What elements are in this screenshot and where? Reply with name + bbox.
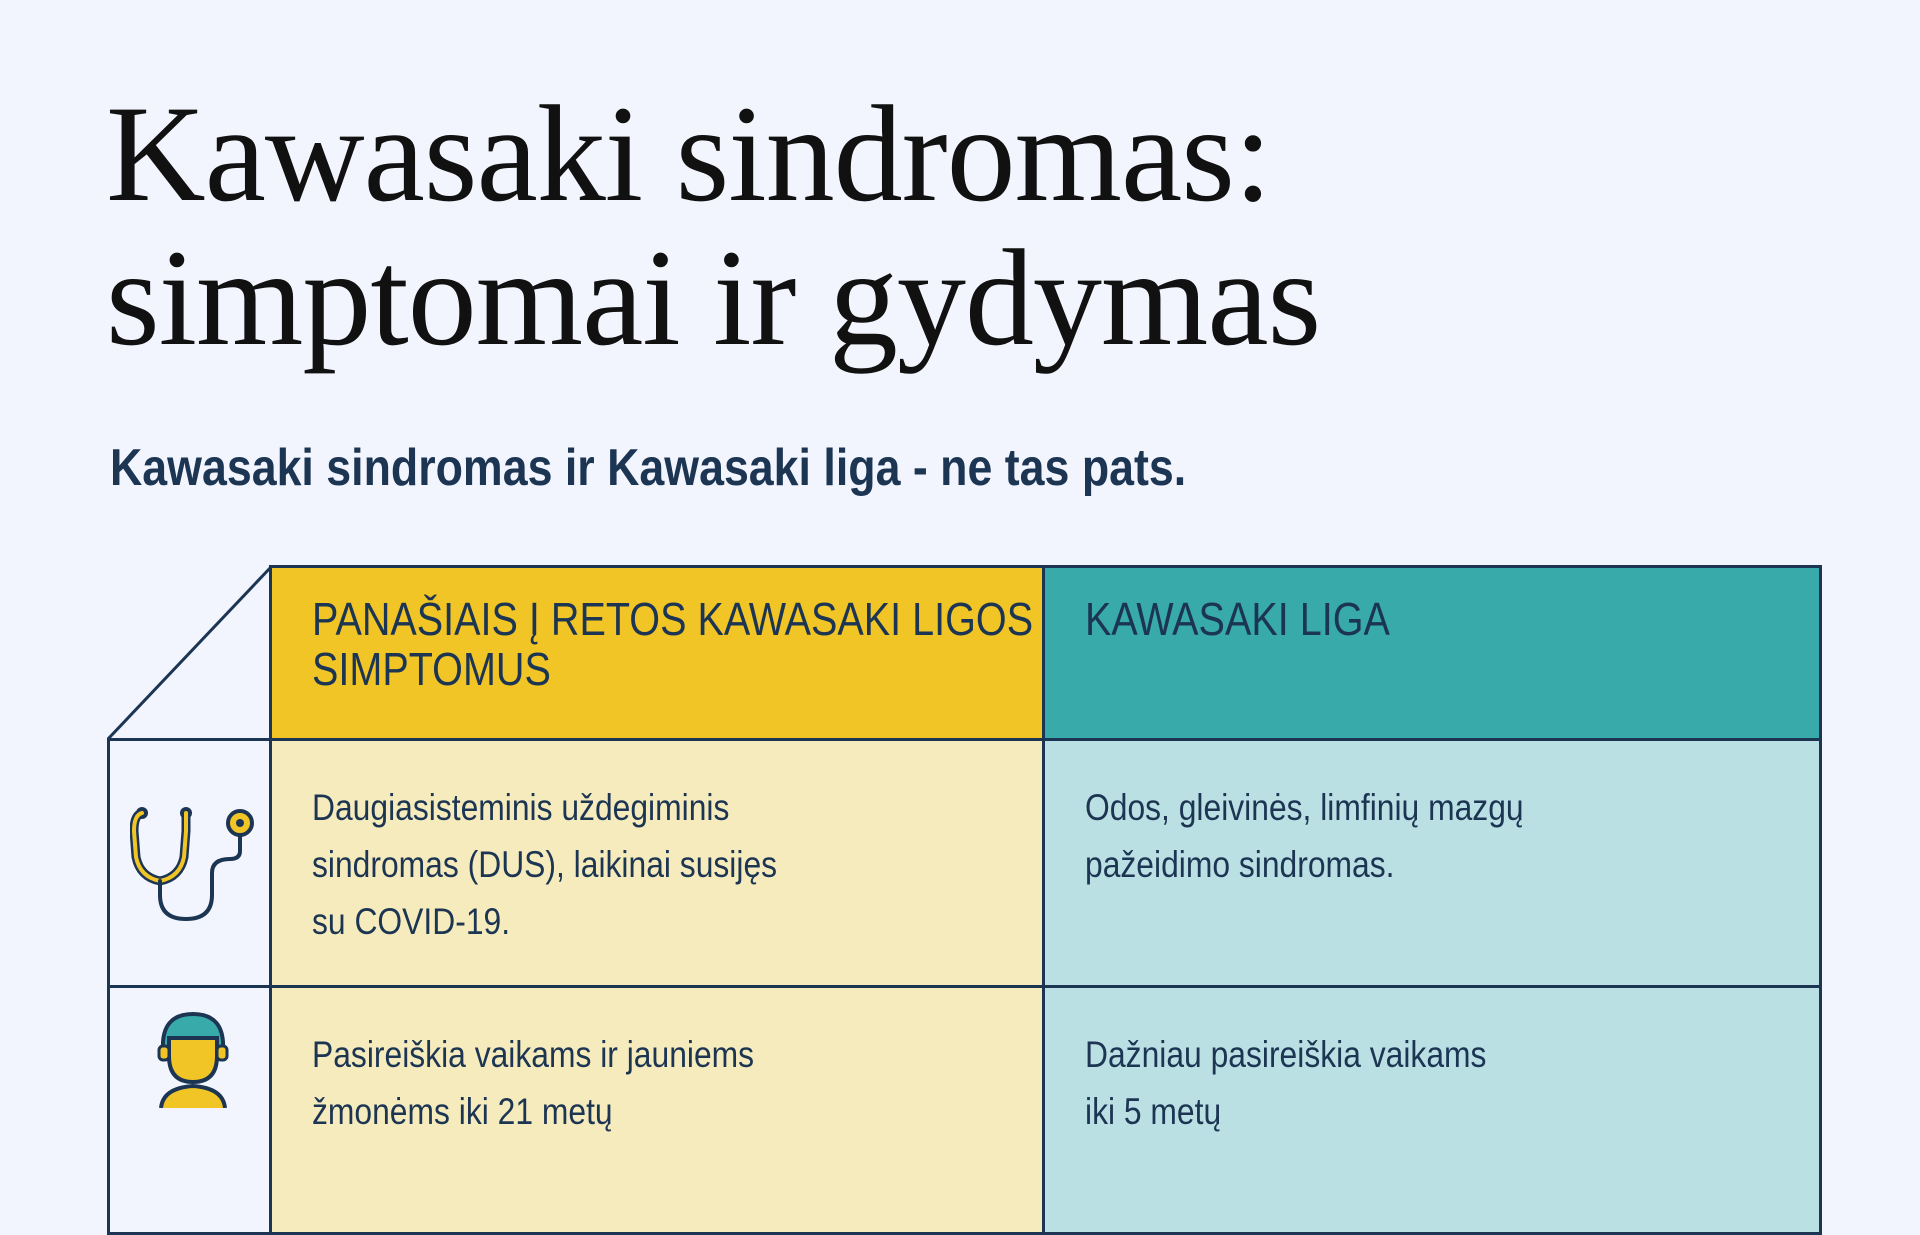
stethoscope-icon [130, 801, 260, 931]
page-title-line-1: Kawasaki sindromas: [106, 77, 1272, 230]
header-kawasaki-label: KAWASAKI LIGA [1085, 593, 1390, 645]
header-similar-label: PANAŠIAIS Į RETOS KAWASAKI LIGOS SIMPTOMUS [312, 593, 1034, 695]
row2-kawasaki-text: Dažniau pasireiškia vaikams iki 5 metų [1085, 1034, 1487, 1132]
row1-kawasaki-cell [1042, 738, 1822, 988]
person-icon [155, 1008, 231, 1108]
row1-kawasaki-text: Odos, gleivinės, limfinių mazgų pažeidimo sindromas. [1085, 787, 1524, 885]
row2-similar-text: Pasireiškia vaikams ir jauniems žmonėms iki 21 metų [312, 1034, 755, 1132]
comparison-table [107, 565, 1822, 1132]
header-cell-kawasaki [1042, 565, 1822, 741]
row-icon-cell [107, 738, 272, 988]
header-cell-similar [269, 565, 1045, 741]
page-title-line-2: simptomai ir gydymas [106, 221, 1321, 374]
row2-kawasaki-cell [1042, 985, 1822, 1235]
page-subtitle: Kawasaki sindromas ir Kawasaki liga - ne tas pats. [110, 439, 1187, 497]
table-corner-diagonal [107, 565, 273, 741]
row2-similar-cell [269, 985, 1045, 1235]
page-title [106, 77, 1321, 374]
row-icon-cell [107, 985, 272, 1235]
row1-similar-text: Daugiasisteminis uždegiminis sindromas (DUS), laikinai susijęs su COVID-19. [312, 787, 778, 942]
row1-similar-cell [269, 738, 1045, 988]
